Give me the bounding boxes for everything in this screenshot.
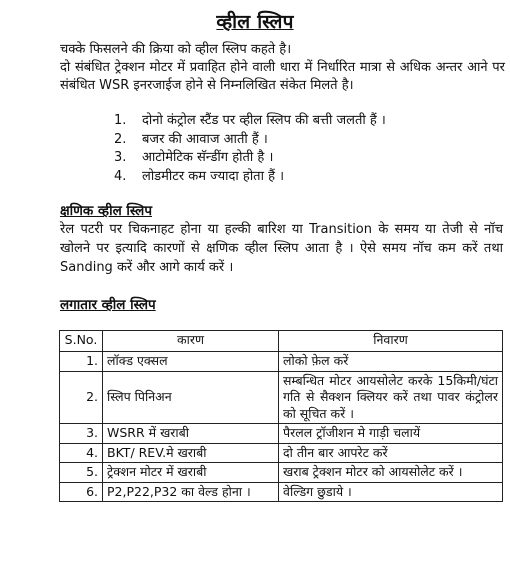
list-item-number: 1. — [114, 113, 127, 128]
cell-cause: लॉक्ड एक्सल — [103, 352, 279, 372]
column-header-sno: S.No. — [60, 331, 103, 352]
cell-remedy: दो तीन बार आपरेट करें — [279, 443, 503, 463]
list-item-number: 2. — [114, 131, 127, 147]
cell-remedy: पैरलल ट्रॉजीशन मे गाड़ी चलायें — [279, 424, 503, 444]
column-header-cause: कारण — [103, 331, 279, 352]
table-row — [60, 482, 503, 502]
cell-cause: स्लिप पिनिअन — [103, 371, 279, 424]
cell-sno: 3. — [60, 424, 103, 444]
list-item-text: बजर की आवाज आती हैं । — [142, 131, 268, 147]
section-paragraph-momentary-slip: रेल पटरी पर चिकनाहट होना या हल्की बारिश या Transition के समय या तेजी से नॉच खोलने पर इत्यादि कारणों से क्षणिक व्हील स्लिप आता है । ऐसे समय नॉच कम करें तथा Sanding करें और आगे कार्य करें । — [60, 222, 503, 275]
causes-remedies-table — [59, 330, 503, 502]
cell-cause: P2,P22,P32 का वेल्ड होना । — [103, 482, 279, 502]
table-row — [60, 371, 503, 424]
cell-remedy: लोको फ़ेल करें — [279, 352, 503, 372]
list-item — [114, 131, 494, 150]
list-item-text: आटोमेटिक सॅन्डींग होती है । — [142, 150, 274, 165]
intro-line-2: दो संबंधित ट्रेक्शन मोटर में प्रवाहित होने वाली धारा में निर्धारित मात्रा से अधिक अन्तर आने पर संबंधित WSR इनरजाईज होने से निम्नलिखित संकेत मिलते है। — [60, 60, 505, 93]
cell-sno: 5. — [60, 463, 103, 483]
cell-remedy: खराब ट्रेक्शन मोटर को आयसोलेट करें । — [279, 463, 503, 483]
cell-sno: 6. — [60, 482, 103, 502]
list-item-number: 3. — [114, 150, 127, 165]
cell-sno: 1. — [60, 352, 103, 372]
section-heading-momentary-slip: क्षणिक व्हील स्लिप — [60, 203, 152, 219]
indication-list — [114, 112, 494, 186]
cell-remedy: वेल्डिग छुडाये । — [279, 482, 503, 502]
cell-cause: WSRR में खराबी — [103, 424, 279, 444]
cell-cause: BKT/ REV.मे खराबी — [103, 443, 279, 463]
table-header-row — [60, 331, 503, 352]
section-heading-continuous-slip: लगातार व्हील स्लिप — [60, 297, 156, 313]
list-item-text: लोडमीटर कम ज्यादा होता हैं । — [142, 168, 285, 184]
list-item — [114, 149, 494, 168]
list-item — [114, 168, 494, 187]
list-item — [114, 112, 494, 131]
table-row — [60, 352, 503, 372]
list-item-text: दोनो कंट्रोल स्टैंड पर व्हील स्लिप की बत्ती जलती हैं । — [142, 113, 386, 128]
list-item-number: 4. — [114, 168, 127, 184]
table-row — [60, 463, 503, 483]
column-header-remedy: निवारण — [279, 331, 503, 352]
page-title: व्हील स्लिप — [216, 11, 294, 33]
intro-line-1: चक्के फिसलने की क्रिया को व्हील स्लिप कहते है। — [60, 42, 292, 57]
cell-remedy: सम्बन्धित मोटर आयसोलेट करके 15किमी/घंटा गति से सैक्शन क्लियर करें तथा पावर कंट्रोलर को सूचित करें । — [279, 371, 503, 424]
table-row — [60, 443, 503, 463]
cell-sno: 4. — [60, 443, 103, 463]
intro-paragraph — [60, 41, 505, 95]
cell-cause: ट्रेक्शन मोटर में खराबी — [103, 463, 279, 483]
table-row — [60, 424, 503, 444]
cell-sno: 2. — [60, 371, 103, 424]
